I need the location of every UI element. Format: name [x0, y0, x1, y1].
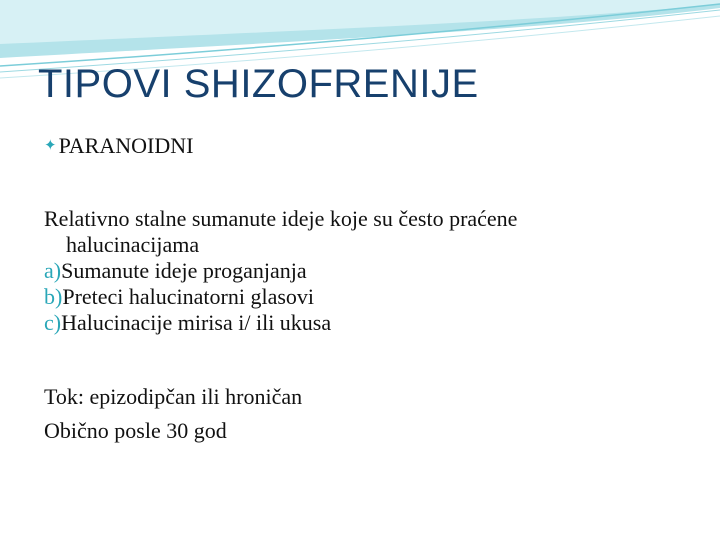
list-item-text: Preteci halucinatorni glasovi	[62, 284, 315, 309]
list-item	[44, 258, 684, 284]
list-marker: c)	[44, 310, 62, 335]
heading-text: PARANOIDNI	[58, 133, 194, 158]
slide-body	[44, 206, 684, 444]
description-line: Relativno stalne sumanute ideje koje su često praćene	[44, 206, 518, 231]
course-line: Tok: epizodipčan ili hroničan	[44, 384, 303, 409]
description-line: halucinacijama	[66, 232, 200, 257]
spacer	[44, 336, 684, 384]
list-marker: a)	[44, 258, 62, 283]
leaf-bullet-icon: ✦	[44, 137, 57, 154]
list-marker: b)	[44, 284, 63, 309]
onset-line: Obično posle 30 god	[44, 418, 227, 443]
slide-title: TIPOVI SHIZOFRENIJE	[38, 62, 479, 106]
list-item	[44, 284, 684, 310]
list-item	[44, 310, 684, 336]
bullet-heading	[44, 133, 193, 159]
list-item-text: Halucinacije mirisa i/ ili ukusa	[61, 310, 332, 335]
list-item-text: Sumanute ideje proganjanja	[61, 258, 307, 283]
